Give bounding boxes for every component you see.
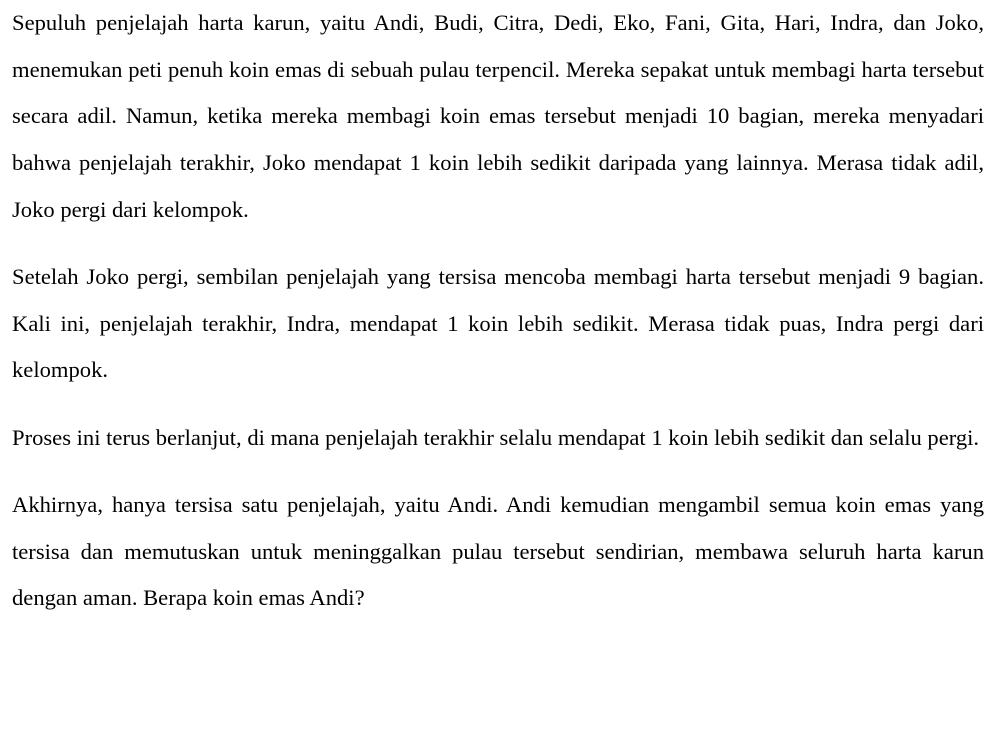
paragraph-second-division: Setelah Joko pergi, sembilan penjelajah yang tersisa mencoba membagi harta tersebut menjadi 9 bagian. Kali ini, penjelajah terakhir, Indra, mendapat 1 koin lebih sedikit. Merasa tidak puas, Indra pergi dari kelompok. [12,264,984,383]
paragraph-intro: Sepuluh penjelajah harta karun, yaitu Andi, Budi, Citra, Dedi, Eko, Fani, Gita, Hari, Indra, dan Joko, menemukan peti penuh koin emas di sebuah pulau terpencil. Mereka sepakat untuk membagi harta tersebut secara adil. Namun, ketika mereka membagi koin emas tersebut menjadi 10 bagian, mereka menyadari bahwa penjelajah terakhir, Joko mendapat 1 koin lebih sedikit daripada yang lainnya. Merasa tidak adil, Joko pergi dari kelompok. [12,10,984,222]
paragraph-question: Akhirnya, hanya tersisa satu penjelajah, yaitu Andi. Andi kemudian mengambil semua koin emas yang tersisa dan memutuskan untuk meninggalkan pulau tersebut sendirian, membawa seluruh harta karun dengan aman. Berapa koin emas Andi? [12,491,984,611]
paragraph-process: Proses ini terus berlanjut, di mana penjelajah terakhir selalu mendapat 1 koin lebih sedikit dan selalu pergi. [12,424,980,450]
